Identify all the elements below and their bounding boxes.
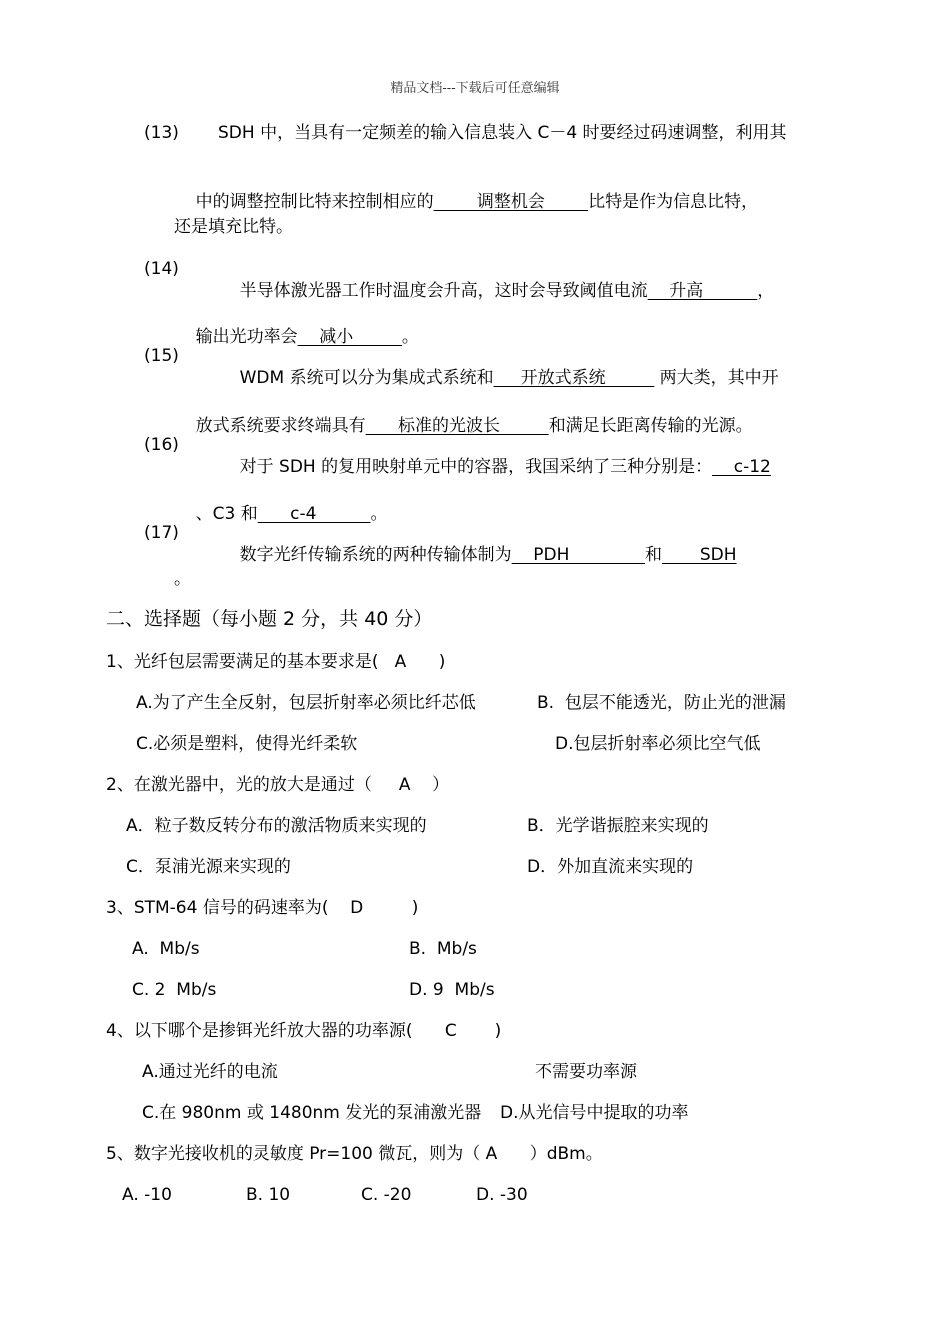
answer-blank: 升高 xyxy=(647,281,758,301)
section-title: 二、选择题（每小题 2 分，共 40 分） xyxy=(106,608,433,630)
option-d: D. 9 Mb/s xyxy=(409,980,495,1000)
option-b: B．光学谐振腔来实现的 xyxy=(527,816,709,836)
option-b: 不需要功率源 xyxy=(535,1062,637,1082)
question-text: SDH 中，当具有一定频差的输入信息装入 C－4 时要经过码速调整，利用其 xyxy=(218,123,787,143)
question-text: ， xyxy=(757,281,775,301)
option-a: A.通过光纤的电流 xyxy=(142,1062,278,1082)
option-b: B. 包层不能透光，防止光的泄漏 xyxy=(537,693,786,713)
option-d: D. -30 xyxy=(476,1185,528,1205)
option-c: C．泵浦光源来实现的 xyxy=(126,857,291,877)
question-number: (13) xyxy=(144,123,179,143)
option-c: C.必须是塑料，使得光纤柔软 xyxy=(136,734,358,754)
option-c: C.在 980nm 或 1480nm 发光的泵浦激光器 xyxy=(142,1103,482,1123)
question-text: 。 xyxy=(370,504,388,524)
question-text: 对于 SDH 的复用映射单元中的容器，我国采纳了三种分别是： xyxy=(239,457,713,477)
answer-blank: SDH xyxy=(662,545,737,565)
question-stem: 5、数字光接收机的灵敏度 Pr=100 微瓦，则为（ A ）dBm。 xyxy=(106,1144,603,1164)
option-d: D.包层折射率必须比空气低 xyxy=(555,734,761,754)
question-text: 和 xyxy=(645,545,663,565)
question-number: (15) xyxy=(144,346,179,366)
question-text: 。 xyxy=(401,327,419,347)
question-text: 放式系统要求终端具有 xyxy=(195,416,366,436)
option-a: A. Mb/s xyxy=(132,939,200,959)
page-header: 精品文档---下载后可任意编辑 xyxy=(390,81,560,96)
option-c: C. -20 xyxy=(361,1185,412,1205)
option-d: D.从光信号中提取的功率 xyxy=(500,1103,689,1123)
question-text: 中的调整控制比特来控制相应的 xyxy=(195,192,434,212)
option-b: B. 10 xyxy=(246,1185,291,1205)
option-c: C. 2 Mb/s xyxy=(132,980,217,1000)
question-stem: 4、以下哪个是掺铒光纤放大器的功率源( C ) xyxy=(106,1021,502,1041)
question-number: (14) xyxy=(144,259,179,279)
question-text: 两大类，其中开 xyxy=(654,368,779,388)
answer-blank: 开放式系统 xyxy=(493,368,655,388)
question-text: 、C3 和 xyxy=(195,504,258,524)
answer-blank: 调整机会 xyxy=(433,192,589,212)
question-text: 半导体激光器工作时温度会升高，这时会导致阈值电流 xyxy=(239,281,648,301)
option-a: A. -10 xyxy=(122,1185,172,1205)
question-text: 输出光功率会 xyxy=(195,327,298,347)
question-text-line xyxy=(218,522,737,588)
question-text: 和满足长距离传输的光源。 xyxy=(548,416,753,436)
option-d: D．外加直流来实现的 xyxy=(527,857,694,877)
question-stem: 2、在激光器中，光的放大是通过（ A ） xyxy=(106,775,450,795)
question-text: 。 xyxy=(174,569,191,589)
question-text: 数字光纤传输系统的两种传输体制为 xyxy=(239,545,512,565)
answer-blank: PDH xyxy=(511,545,646,565)
question-text: WDM 系统可以分为集成式系统和 xyxy=(239,368,494,388)
option-a: A．粒子数反转分布的激活物质来实现的 xyxy=(126,816,427,836)
question-text: 还是填充比特。 xyxy=(174,217,293,237)
question-number: (17) xyxy=(144,523,179,543)
answer-blank: c-4 xyxy=(257,504,371,524)
option-a: A.为了产生全反射，包层折射率必须比纤芯低 xyxy=(136,693,476,713)
question-stem: 1、光纤包层需要满足的基本要求是( A ) xyxy=(106,652,446,672)
question-stem: 3、STM-64 信号的码速率为( D ) xyxy=(106,898,419,918)
answer-blank: 标准的光波长 xyxy=(365,416,549,436)
option-b: B. Mb/s xyxy=(409,939,477,959)
answer-blank: c-12 xyxy=(712,457,771,477)
answer-blank: 减小 xyxy=(297,327,402,347)
question-number: (16) xyxy=(144,435,179,455)
question-text: 比特是作为信息比特， xyxy=(588,192,759,212)
